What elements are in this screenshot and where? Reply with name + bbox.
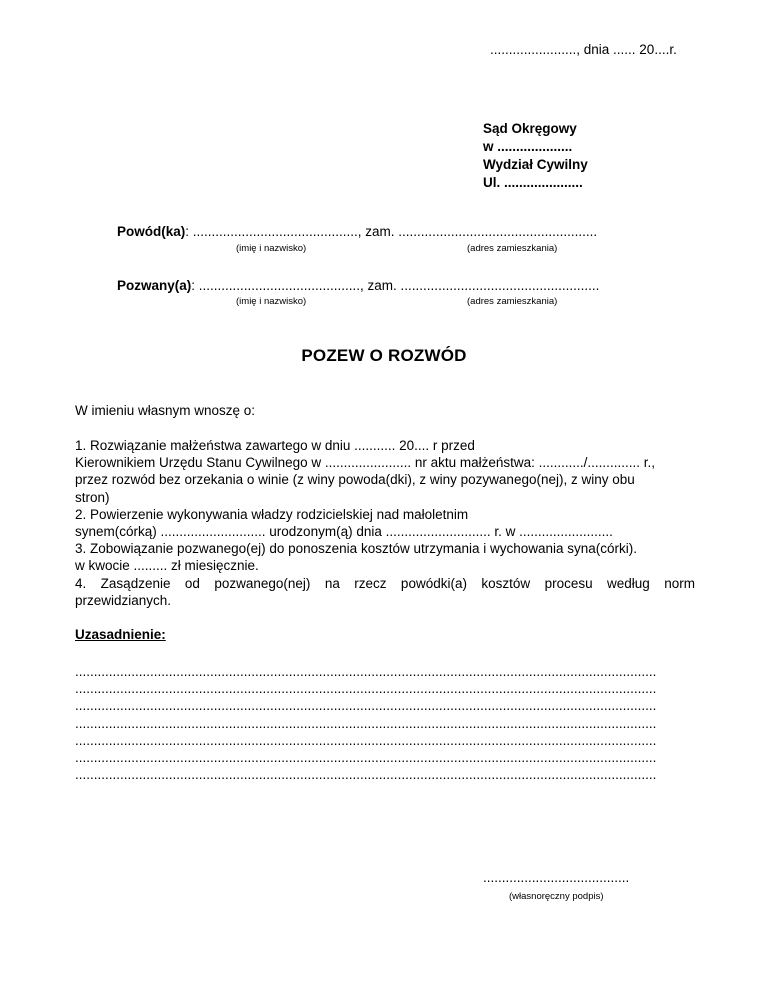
place-date-line: ......................., dnia ...... 20....r. <box>490 42 677 57</box>
justification-line: ........................................................................................................................................................... <box>75 715 657 731</box>
plaintiff-name-hint: (imię i nazwisko) <box>236 243 307 254</box>
justification-line: ........................................................................................................................................................... <box>75 698 657 714</box>
request-2-line-2: synem(córką) ............................ urodzonym(ą) dnia ............................ r. w ......................... <box>75 524 613 540</box>
justification-line: ........................................................................................................................................................... <box>75 681 657 697</box>
defendant-fill-line: : ..........................................., zam. ..................................................... <box>191 278 600 293</box>
court-division: Wydział Cywilny <box>483 157 588 172</box>
justification-line: ........................................................................................................................................................... <box>75 664 657 679</box>
requests-list <box>75 437 695 609</box>
signature-line: ....................................... <box>483 870 630 885</box>
signature-label: (własnoręczny podpis) <box>509 891 604 902</box>
request-4-line-1: 4. Zasądzenie od pozwanego(nej) na rzecz powódki(a) kosztów procesu według norm <box>75 575 695 591</box>
request-1-line-4: stron) <box>75 489 110 505</box>
court-street: Ul. ..................... <box>483 175 583 190</box>
request-1-line-1: 1. Rozwiązanie małżeństwa zawartego w dniu ........... 20.... r przed <box>75 438 475 453</box>
defendant-address-hint: (adres zamieszkania) <box>467 296 558 307</box>
plaintiff-line <box>117 224 597 240</box>
request-2-line-1: 2. Powierzenie wykonywania władzy rodzicielskiej nad małoletnim <box>75 506 469 522</box>
request-4-line-2: przewidzianych. <box>75 592 172 608</box>
request-1-line-2: Kierownikiem Urzędu Stanu Cywilnego w ....................... nr aktu małżeństwa: ............/.............. r., <box>75 455 655 471</box>
plaintiff-fill-line: : ............................................, zam. ..................................................... <box>185 224 598 239</box>
document-title: POZEW O ROZWÓD <box>301 346 467 365</box>
request-3-line-2: w kwocie ......... zł miesięcznie. <box>75 558 259 574</box>
defendant-line <box>117 278 599 294</box>
intro-text: W imieniu własnym wnoszę o: <box>75 403 256 418</box>
defendant-name-hint: (imię i nazwisko) <box>236 296 307 307</box>
defendant-label: Pozwany(a) <box>117 278 192 293</box>
justification-line: ........................................................................................................................................................... <box>75 750 657 766</box>
court-name: Sąd Okręgowy <box>483 121 577 136</box>
justification-heading: Uzasadnienie: <box>75 627 166 642</box>
court-city: w .................... <box>483 139 573 154</box>
justification-lines <box>75 663 695 783</box>
justification-line: ........................................................................................................................................................... <box>75 767 657 783</box>
justification-line: ........................................................................................................................................................... <box>75 732 657 748</box>
plaintiff-address-hint: (adres zamieszkania) <box>467 243 558 254</box>
request-1-line-3: przez rozwód bez orzekania o winie (z winy powoda(dki), z winy pozywanego(nej), z winy obu <box>75 472 635 488</box>
request-3-line-1: 3. Zobowiązanie pozwanego(ej) do ponoszenia kosztów utrzymania i wychowania syna(córki). <box>75 541 638 557</box>
plaintiff-label: Powód(ka) <box>117 224 186 239</box>
court-address-block <box>483 120 588 192</box>
